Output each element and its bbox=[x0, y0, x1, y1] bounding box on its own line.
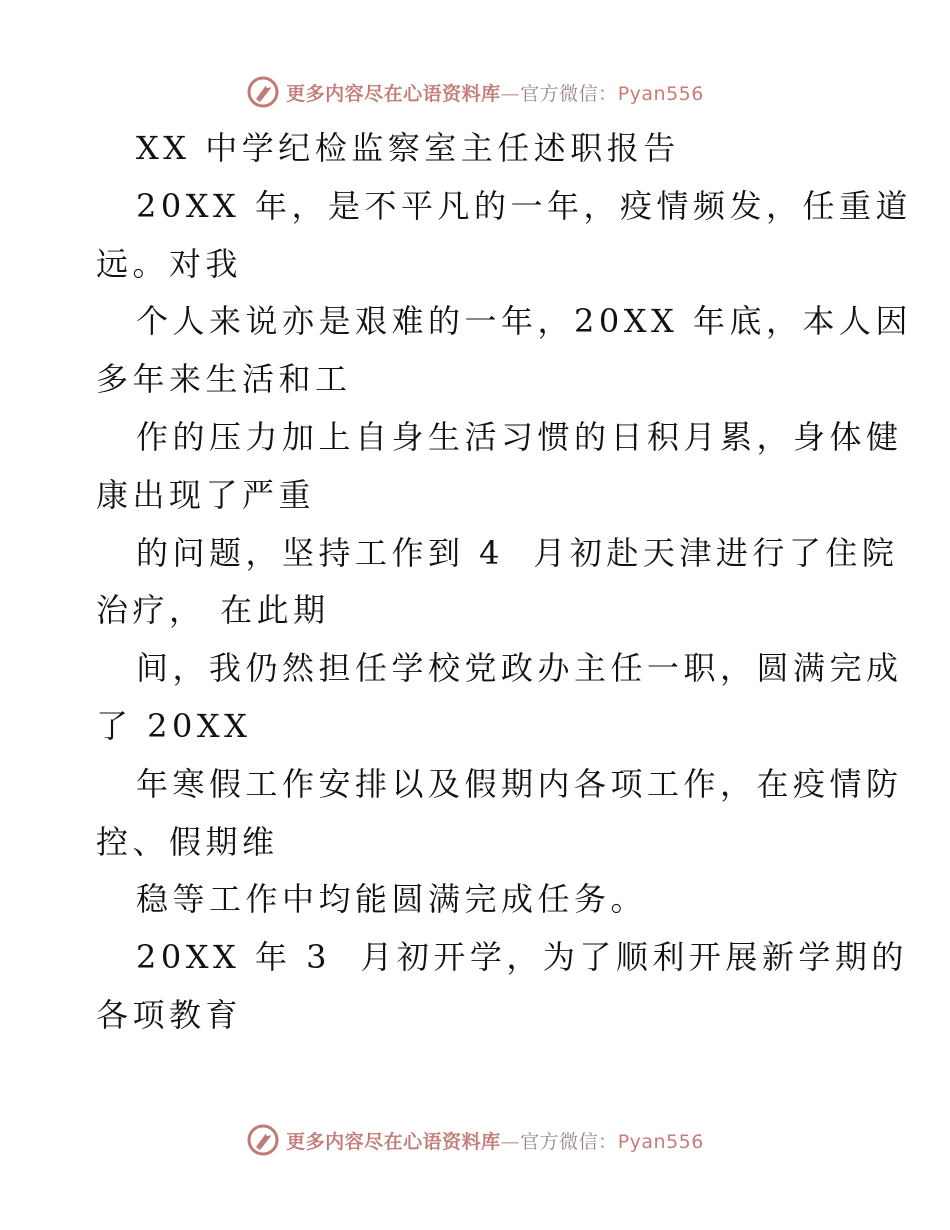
watermark-text bbox=[286, 79, 704, 106]
text-line: 间，我仍然担任学校党政办主任一职，圆满完成 bbox=[136, 649, 903, 688]
watermark-text bbox=[286, 1127, 704, 1154]
footer-watermark bbox=[0, 1120, 950, 1160]
text-line: 个人来说亦是艰难的一年，20XX 年底，本人因 bbox=[136, 302, 912, 341]
text-line: 年寒假工作安排以及假期内各项工作，在疫情防 bbox=[136, 764, 903, 803]
document-title: XX 中学纪检监察室主任述职报告 bbox=[136, 129, 680, 167]
text-line: 远。对我 bbox=[96, 244, 243, 283]
text-line: 控、假期维 bbox=[96, 822, 279, 861]
watermark-official-label: 官方微信： bbox=[520, 82, 618, 105]
text-line: 作的压力加上自身生活习惯的日积月累，身体健 bbox=[136, 417, 903, 456]
watermark-official-label: 官方微信： bbox=[520, 1130, 618, 1153]
text-line: 各项教育 bbox=[96, 995, 243, 1034]
text-line: 多年来生活和工 bbox=[96, 360, 352, 399]
document-body bbox=[96, 120, 912, 1045]
header-watermark bbox=[0, 72, 950, 112]
text-line: 康出现了严重 bbox=[96, 475, 316, 514]
text-line: 20XX 年，是不平凡的一年，疫情频发，任重道 bbox=[136, 186, 912, 225]
text-line: 治疗， 在此期 bbox=[96, 591, 330, 630]
watermark-brand: 更多内容尽在心语资料库 bbox=[286, 82, 501, 105]
text-line: 的问题，坚持工作到 4 月初赴天津进行了住院 bbox=[136, 533, 899, 572]
watermark-account: Pyan556 bbox=[617, 82, 704, 105]
text-line: 稳等工作中均能圆满完成任务。 bbox=[136, 880, 648, 919]
watermark-dash: — bbox=[500, 82, 521, 105]
watermark-brand: 更多内容尽在心语资料库 bbox=[286, 1130, 501, 1153]
pen-nib-logo-icon bbox=[246, 1123, 280, 1157]
text-line: 20XX 年 3 月初开学，为了顺利开展新学期的 bbox=[136, 938, 908, 977]
text-line: 了 20XX bbox=[96, 706, 252, 745]
pen-nib-logo-icon bbox=[246, 75, 280, 109]
watermark-account: Pyan556 bbox=[617, 1130, 704, 1153]
watermark-dash: — bbox=[500, 1130, 521, 1153]
